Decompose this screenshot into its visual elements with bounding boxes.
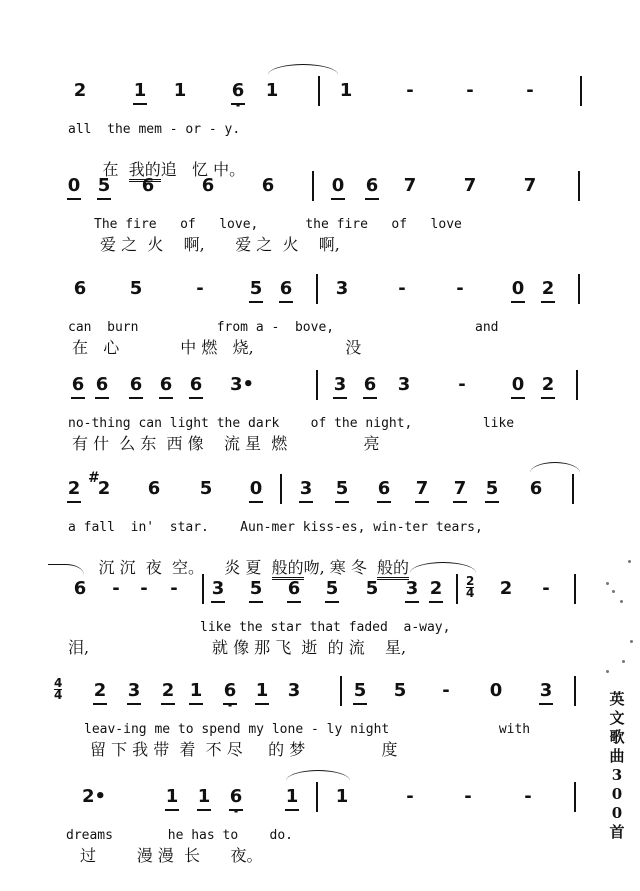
bar-line (456, 574, 458, 604)
note: 6 (129, 374, 143, 399)
note: 0 (249, 478, 263, 503)
note: 5 (249, 578, 263, 603)
note: 6 (201, 175, 215, 196)
note: 7 (523, 175, 537, 196)
note: 1 (285, 786, 299, 811)
sidebar-char: 曲 (609, 747, 625, 765)
bar-line (202, 574, 204, 604)
note: - (526, 80, 534, 101)
scan-speck (606, 582, 609, 585)
note: - (466, 80, 474, 101)
music-system-1 (0, 80, 640, 180)
english-lyrics: dreams he has to do. (66, 828, 293, 843)
note: 5 (325, 578, 339, 603)
music-system-8 (0, 786, 640, 886)
bar-line (572, 474, 574, 504)
note: 6 (287, 578, 301, 603)
book-title-sidebar (604, 690, 630, 842)
bar-line (340, 676, 342, 706)
note: 2• (81, 786, 107, 807)
bar-line (574, 676, 576, 706)
note: 5 (353, 680, 367, 705)
bar-line (580, 76, 582, 106)
bar-line (316, 782, 318, 812)
note: 6 (365, 175, 379, 200)
lyric-underlined: 般的 (377, 558, 409, 580)
note: 6 (73, 278, 87, 299)
sharp-sign: # (88, 470, 100, 486)
note: 6 (189, 374, 203, 399)
note: 2 (161, 680, 175, 705)
note: 6 (95, 374, 109, 399)
note: 6 (71, 374, 85, 399)
note: - (524, 786, 532, 807)
notation-row (0, 470, 600, 506)
note: - (458, 374, 466, 395)
bar-line (574, 574, 576, 604)
note: - (406, 786, 414, 807)
bar-line (578, 171, 580, 201)
notation-row (0, 374, 600, 402)
note: - (442, 680, 450, 701)
music-system-6 (0, 574, 640, 678)
note: 1 (197, 786, 211, 811)
chinese-lyrics: 泪, (68, 638, 90, 657)
note: 3 (127, 680, 141, 705)
note: 3 (539, 680, 553, 705)
note: 6 (73, 578, 87, 599)
note: 7 (415, 478, 429, 503)
note: 6 (279, 278, 293, 303)
note: 1 (189, 680, 203, 705)
note: 6 · (223, 680, 237, 705)
sidebar-char: 英 (609, 690, 625, 708)
note: 0 (67, 175, 81, 200)
note: 5 (393, 680, 407, 701)
chinese-lyrics: 爱 之 火 啊, 爱 之 火 啊, (100, 235, 340, 254)
english-lyrics: all the mem - or - y. (68, 122, 241, 137)
scan-speck (628, 560, 631, 563)
lyric-underlined: 我的 (129, 160, 161, 182)
music-system-5 (0, 470, 640, 578)
note: 6 (529, 478, 543, 499)
english-lyrics: leav-ing me to spend my lone - ly night with (84, 722, 531, 737)
chinese-lyrics: 就 像 那 飞 逝 的 流 星, (212, 638, 407, 657)
bar-line (578, 274, 580, 304)
note: 2 (429, 578, 443, 603)
music-system-3 (0, 278, 640, 378)
note: 0 (511, 278, 525, 303)
english-lyrics: like the star that faded a-way, (200, 620, 451, 635)
note: - (112, 578, 120, 599)
bar-line (318, 76, 320, 106)
note: - (542, 578, 550, 599)
note: - (196, 278, 204, 299)
note: - (170, 578, 178, 599)
note: 2 (541, 278, 555, 303)
note: 3 (299, 478, 313, 503)
sidebar-char: 0 (611, 804, 623, 822)
note: 1 (255, 680, 269, 705)
music-system-2 (0, 175, 640, 275)
chinese-lyrics: 在 心 中 燃 烧, 没 (72, 338, 362, 357)
note: 1 (339, 80, 353, 101)
note: 2 (67, 478, 81, 503)
note: 3 (333, 374, 347, 399)
note: 6 (363, 374, 377, 399)
note: 3 (211, 578, 225, 603)
chinese-lyrics: 过 漫 漫 长 夜。 (80, 846, 263, 865)
lyric-underlined: 般的 (272, 558, 304, 580)
note: 5 (199, 478, 213, 499)
note: 6 (159, 374, 173, 399)
lyric-fragment: 在 (102, 160, 129, 179)
bar-line (312, 171, 314, 201)
note: 5 (365, 578, 379, 599)
scan-speck (612, 590, 615, 593)
note: - (140, 578, 148, 599)
lyric-fragment: 吻, 寒 冬 (303, 558, 378, 577)
scan-speck (606, 670, 609, 673)
chinese-lyrics: 留 下 我 带 着 不 尽 的 梦 度 (90, 740, 398, 759)
note: 5 (129, 278, 143, 299)
english-lyrics: The fire of love, the fire of love (94, 217, 462, 232)
note: 7 (453, 478, 467, 503)
note: 3 (335, 278, 349, 299)
note: 5 (485, 478, 499, 503)
note: 0 (489, 680, 503, 701)
note: - (398, 278, 406, 299)
note: 6 (261, 175, 275, 196)
note: 7 (463, 175, 477, 196)
note: 3• (229, 374, 255, 395)
time-signature: 4 4 (54, 676, 63, 702)
note: 3 (287, 680, 301, 701)
note: 6 · (231, 80, 245, 105)
scan-speck (622, 660, 625, 663)
sidebar-char: 歌 (609, 728, 625, 746)
note: 6 (147, 478, 161, 499)
chinese-lyrics: 有 什 么 东 西 像 流 星 燃 亮 (72, 434, 380, 453)
note: 0 (511, 374, 525, 399)
english-lyrics: can burn from a - bove, and (68, 320, 499, 335)
notation-row (0, 786, 600, 814)
note: - (456, 278, 464, 299)
note: - (464, 786, 472, 807)
lyric-fragment: 追 忆 中。 (160, 160, 246, 179)
note: 0 (331, 175, 345, 200)
note: 6 (141, 175, 155, 196)
tie-mark (268, 64, 338, 75)
scan-speck (620, 600, 623, 603)
note: 2 (499, 578, 513, 599)
note: 1 (173, 80, 187, 101)
music-system-7 (0, 676, 640, 780)
note: 7 (403, 175, 417, 196)
note: 1 (133, 80, 147, 105)
note: 6 (377, 478, 391, 503)
note: 1 (265, 80, 279, 101)
bar-line (574, 782, 576, 812)
notation-row (0, 278, 600, 306)
note: 1 (165, 786, 179, 811)
lyric-fragment: 沉 沉 夜 空。 炎 夏 (98, 558, 272, 577)
notation-row (0, 676, 600, 708)
sidebar-char: 首 (609, 823, 625, 841)
note: 5 (335, 478, 349, 503)
notation-row (0, 175, 600, 203)
note: 5 (97, 175, 111, 200)
note: - (406, 80, 414, 101)
bar-line (316, 370, 318, 400)
note: 3 (397, 374, 411, 395)
music-system-4 (0, 374, 640, 474)
note: 2 (93, 680, 107, 705)
note: 2 (541, 374, 555, 399)
sidebar-char: 0 (611, 785, 623, 803)
english-lyrics: no-thing can light the dark of the night, like (68, 416, 515, 431)
english-lyrics: a fall in' star. Aun-mer kiss-es, win-ter tears, (68, 520, 483, 535)
note: 6 · (229, 786, 243, 811)
scan-speck (630, 640, 633, 643)
bar-line (316, 274, 318, 304)
note: 2 (97, 478, 111, 499)
note: 2 (73, 80, 87, 101)
bar-line (576, 370, 578, 400)
sidebar-char: 文 (609, 709, 625, 727)
sidebar-char: 3 (611, 766, 623, 784)
bar-line (280, 474, 282, 504)
note: 3 (405, 578, 419, 603)
note: 5 (249, 278, 263, 303)
time-signature: 2 4 (466, 574, 475, 600)
notation-row (0, 80, 600, 108)
notation-row (0, 574, 600, 606)
note: 1 (335, 786, 349, 807)
